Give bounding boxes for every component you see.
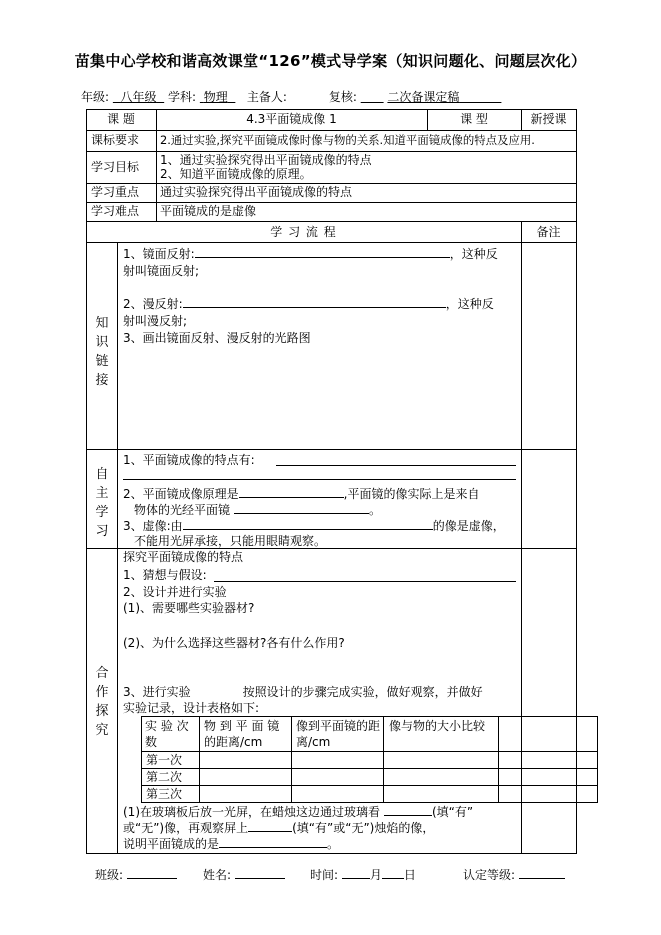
answer-line [123, 479, 516, 480]
grid-line [86, 202, 577, 203]
grid-line [86, 221, 577, 222]
grid-line [498, 716, 499, 803]
cooperate-step-2: 2、设计并进行实验 [123, 585, 227, 599]
page-title: 苗集中心学校和谐高效课堂“126”模式导学案（知识问题化、问题层次化） [74, 52, 587, 70]
cooperate-note-1-cont: 或“无”)像，再观察屏上 (填“有”或“无”)烛焰的像， [123, 821, 435, 835]
grid-line [597, 716, 598, 803]
knowledge-q1-cont: 射叫镜面反射; [123, 264, 200, 278]
review-value [361, 90, 384, 104]
grid-line [141, 716, 142, 803]
cooperate-step-3-cont: 实验记录，设计表格如下: [123, 701, 260, 715]
remark-header: 备注 [536, 225, 561, 239]
flow-header: 学 习 流 程 [270, 225, 337, 239]
second-prep-label: 二次备课定稿 [387, 90, 460, 104]
grid-line [141, 716, 598, 717]
cooperate-intro: 探究平面镜成像的特点 [123, 550, 244, 564]
table-header: 像与物的大小比较 [389, 719, 486, 733]
cooperate-char: 探 [95, 704, 109, 719]
table-row-label: 第一次 [146, 753, 183, 767]
knowledge-char: 识 [95, 335, 109, 350]
grade-label: 年级: [81, 90, 110, 104]
footer-name: 姓名: [203, 866, 285, 883]
grid-line [86, 853, 577, 854]
grid-line [141, 802, 598, 803]
review-label: 复核: [328, 90, 357, 104]
type-value: 新授课 [530, 112, 567, 126]
grid-line [576, 109, 577, 854]
key-label: 学习重点 [91, 185, 140, 199]
subject-value: 物理 [203, 90, 228, 104]
topic-value: 4.3平面镜成像 1 [246, 112, 337, 126]
knowledge-q3: 3、画出镜面反射、漫反射的光路图 [123, 331, 311, 345]
grade-value: 八年级 [120, 90, 157, 104]
footer-class: 班级: [95, 866, 177, 883]
grid-line [86, 109, 577, 110]
grid-line [86, 183, 577, 184]
cooperate-step-3: 3、进行实验 按照设计的步骤完成实验，做好观察，并做好 [123, 685, 483, 699]
self-study-q3-cont: 不能用光屏承接，只能用眼睛观察。 [134, 534, 327, 548]
self-study-q3: 3、虚像:由 的像是虚像， [123, 519, 505, 533]
goal-label: 学习目标 [91, 160, 140, 174]
self-study-q2: 2、平面镜成像原理是 ,平面镜的像实际上是来自 [123, 487, 480, 501]
meta-line [81, 88, 501, 105]
goal-item-1: 1、通过实验探究得出平面镜成像的特点 [160, 153, 372, 167]
grid-line [86, 449, 577, 450]
grid-line [86, 242, 577, 243]
footer-time: 时间: 月 日 [310, 868, 416, 882]
subject-label: 学科: [168, 90, 197, 104]
cooperate-step-2-1: (1)、需要哪些实验器材? [123, 601, 255, 615]
topic-label: 课 题 [107, 112, 135, 126]
cooperate-step-2-2: (2)、为什么选择这些器材?各有什么作用? [123, 636, 345, 650]
knowledge-char: 接 [95, 373, 109, 388]
type-label: 课 型 [460, 112, 488, 126]
cooperate-char: 究 [95, 723, 109, 738]
answer-line [276, 465, 516, 466]
cooperate-note-1: (1)在玻璃板后放一光屏，在蜡烛这边通过玻璃看 (填“有” [123, 805, 474, 819]
grid-line [141, 785, 598, 786]
grid-line [199, 716, 200, 803]
knowledge-char: 链 [95, 354, 109, 369]
preparer-label: 主备人: [246, 90, 287, 104]
grid-line [141, 751, 598, 752]
knowledge-char: 知 [95, 316, 109, 331]
key-value: 通过实验探究得出平面镜成像的特点 [160, 185, 353, 199]
answer-line [214, 581, 516, 582]
grid-line [86, 130, 577, 131]
table-row-label: 第二次 [146, 770, 183, 784]
table-row-label: 第三次 [146, 787, 183, 801]
standard-label: 课标要求 [91, 133, 140, 147]
self-study-q1: 1、平面镜成像的特点有: [123, 453, 255, 467]
difficult-label: 学习难点 [91, 204, 140, 218]
grid-line [117, 242, 118, 854]
self-study-q2-cont: 物体的光经平面镜 。 [134, 503, 382, 517]
knowledge-q1: 1、镜面反射: ，这种反 [123, 247, 498, 261]
goal-item-2: 2、知道平面镜成像的原理。 [160, 167, 312, 181]
grid-line [291, 716, 292, 803]
grid-line [383, 716, 384, 803]
cooperate-char: 合 [95, 666, 109, 681]
table-header: 物 到 平 面 镜的距离/cm [204, 719, 280, 749]
grid-line [86, 151, 577, 152]
table-header: 像到平面镜的距离/cm [296, 719, 381, 749]
cooperate-step-1: 1、猜想与假设: [123, 568, 207, 582]
grid-line [156, 130, 157, 222]
difficult-value: 平面镜成的是虚像 [160, 204, 257, 218]
cooperate-char: 作 [95, 685, 109, 700]
standard-value: 2.通过实验,探究平面镜成像时像与物的关系.知道平面镜成像的特点及应用. [160, 133, 535, 147]
knowledge-q2-cont: 射叫漫反射; [123, 314, 188, 328]
grid-line [141, 768, 598, 769]
knowledge-q2: 2、漫反射: ，这种反 [123, 297, 494, 311]
grid-line [521, 221, 522, 854]
self-study-char: 习 [95, 524, 109, 539]
footer-grade: 认定等级: [463, 866, 565, 883]
self-study-char: 自 [95, 467, 109, 482]
grid-line [86, 109, 87, 854]
self-study-char: 主 [95, 486, 109, 501]
self-study-char: 学 [95, 505, 109, 520]
cooperate-note-1-end: 说明平面镜成的是 。 [123, 837, 340, 851]
table-header: 实 验 次数 [145, 719, 189, 749]
